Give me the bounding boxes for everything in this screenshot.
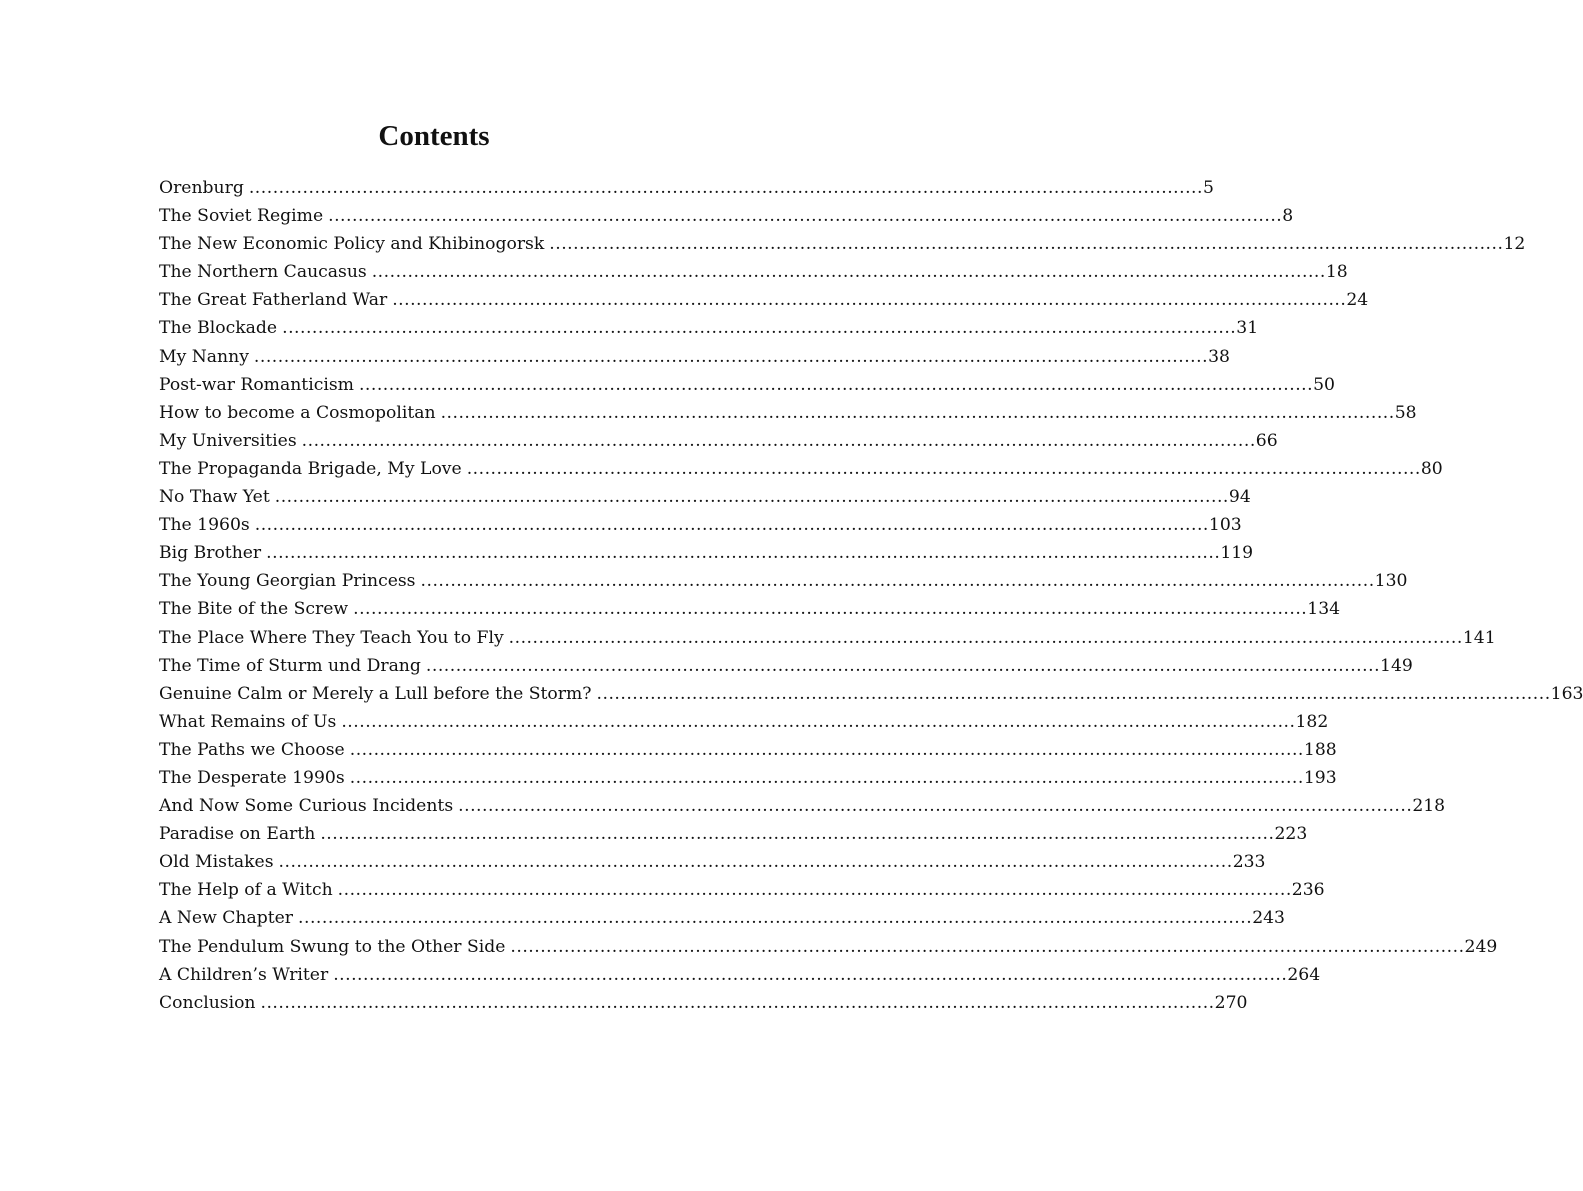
- toc-entry: [159, 483, 1251, 511]
- dot-leader: ................................................................................................................................................................: [596, 683, 1551, 704]
- toc-entry-page: 218: [1412, 796, 1446, 817]
- toc-entry-title: A Children’s Writer: [159, 964, 329, 985]
- dot-leader: ................................................................................................................................................................: [510, 936, 1465, 957]
- dot-leader: ................................................................................................................................................................: [392, 290, 1347, 311]
- toc-entry-title: Orenburg: [159, 178, 244, 198]
- toc-entry-title: The Northern Caucasus: [159, 262, 367, 283]
- toc-entry-page: 38: [1208, 346, 1230, 367]
- toc-entry-title: The Time of Sturm und Drang: [159, 655, 421, 676]
- toc-entry-title: The Paths we Choose: [159, 739, 345, 760]
- toc-entry-page: 188: [1303, 739, 1337, 760]
- toc-entry-page: 243: [1252, 908, 1285, 929]
- toc-entry-title: Genuine Calm or Merely a Lull before the Storm?: [159, 683, 592, 704]
- toc-entry-page: 103: [1208, 515, 1242, 536]
- toc-entry: [159, 455, 1443, 483]
- toc-entry-page: 119: [1220, 543, 1254, 564]
- dot-leader: ................................................................................................................................................................: [260, 992, 1215, 1013]
- toc-entry-page: 50: [1313, 374, 1335, 395]
- toc-entry: [159, 286, 1369, 314]
- page-title: Contents: [378, 120, 490, 152]
- dot-leader: ................................................................................................................................................................: [341, 711, 1296, 732]
- toc-entry: [159, 624, 1496, 652]
- toc-entry-title: The Soviet Regime: [159, 206, 324, 227]
- toc-entry: [159, 904, 1285, 932]
- toc-entry: [159, 961, 1321, 989]
- toc-entry-page: 31: [1236, 318, 1259, 339]
- toc-entry-title: How to become a Cosmopolitan: [159, 402, 436, 423]
- toc-entry-page: 5: [1203, 178, 1214, 198]
- toc-entry-title: Old Mistakes: [159, 852, 274, 873]
- dot-leader: ................................................................................................................................................................: [440, 402, 1395, 423]
- toc-entry-title: My Universities: [159, 430, 297, 451]
- toc-entry-page: 141: [1462, 627, 1496, 648]
- toc-entry-title: The 1960s: [159, 515, 250, 536]
- dot-leader: ................................................................................................................................................................: [425, 655, 1381, 676]
- toc-entry-page: 264: [1287, 964, 1321, 985]
- toc-entry-title: The Blockade: [159, 318, 278, 339]
- toc-entry: [159, 399, 1417, 427]
- toc-entry-title: The Bite of the Screw: [159, 599, 349, 620]
- toc-entry-title: The New Economic Policy and Khibinogorsk: [159, 234, 545, 255]
- toc-entry-page: 66: [1255, 430, 1278, 451]
- toc-entry: [159, 230, 1526, 258]
- dot-leader: ................................................................................................................................................................: [282, 318, 1237, 339]
- toc-entry-page: 223: [1274, 824, 1308, 845]
- toc-entry-page: 236: [1291, 880, 1325, 901]
- dot-leader: ................................................................................................................................................................: [274, 487, 1229, 508]
- toc-entry: [159, 258, 1348, 286]
- dot-leader: ................................................................................................................................................................: [253, 346, 1209, 367]
- toc-entry: [159, 989, 1248, 1017]
- toc-entry: [159, 820, 1308, 848]
- toc-entry-title: The Great Fatherland War: [159, 290, 388, 311]
- dot-leader: ................................................................................................................................................................: [248, 178, 1203, 198]
- toc-entry: [159, 848, 1266, 876]
- dot-leader: ................................................................................................................................................................: [298, 908, 1253, 929]
- dot-leader: ................................................................................................................................................................: [420, 571, 1375, 592]
- toc-entry-page: 270: [1214, 992, 1248, 1013]
- table-of-contents: [159, 174, 1583, 1017]
- toc-entry-page: 182: [1295, 711, 1329, 732]
- toc-entry-title: Post-war Romanticism: [159, 374, 354, 395]
- dot-leader: ................................................................................................................................................................: [549, 234, 1504, 255]
- toc-entry: [159, 736, 1337, 764]
- dot-leader: ................................................................................................................................................................: [349, 767, 1304, 788]
- dot-leader: ................................................................................................................................................................: [337, 880, 1292, 901]
- toc-entry-title: Big Brother: [159, 543, 262, 564]
- toc-entry-title: The Place Where They Teach You to Fly: [159, 627, 504, 648]
- dot-leader: ................................................................................................................................................................: [508, 627, 1463, 648]
- toc-entry: [159, 314, 1259, 342]
- toc-entry-page: 233: [1232, 852, 1266, 873]
- dot-leader: ................................................................................................................................................................: [254, 515, 1209, 536]
- toc-entry: [159, 792, 1446, 820]
- toc-entry-page: 58: [1394, 402, 1417, 423]
- toc-entry: [159, 595, 1341, 623]
- toc-entry-page: 130: [1374, 571, 1408, 592]
- toc-entry-title: No Thaw Yet: [159, 487, 270, 508]
- dot-leader: ................................................................................................................................................................: [278, 852, 1233, 873]
- toc-entry-title: And Now Some Curious Incidents: [159, 796, 454, 817]
- toc-entry-title: My Nanny: [159, 346, 249, 367]
- toc-entry-page: 249: [1464, 936, 1498, 957]
- toc-entry: [159, 567, 1408, 595]
- toc-entry-page: 8: [1282, 206, 1294, 227]
- dot-leader: ................................................................................................................................................................: [371, 262, 1326, 283]
- dot-leader: ................................................................................................................................................................: [320, 824, 1275, 845]
- toc-entry: [159, 202, 1294, 230]
- dot-leader: ................................................................................................................................................................: [358, 374, 1314, 395]
- toc-entry-title: Paradise on Earth: [159, 824, 316, 845]
- toc-entry-title: What Remains of Us: [159, 711, 337, 732]
- toc-entry-page: 163: [1550, 683, 1583, 704]
- toc-entry-title: The Young Georgian Princess: [159, 571, 416, 592]
- toc-entry-title: Conclusion: [159, 992, 256, 1013]
- dot-leader: ................................................................................................................................................................: [328, 206, 1283, 227]
- toc-entry-page: 80: [1420, 458, 1443, 479]
- toc-entry-title: The Propaganda Brigade, My Love: [159, 458, 462, 479]
- toc-entry-page: 193: [1303, 767, 1337, 788]
- toc-entry-page: 24: [1346, 290, 1369, 311]
- toc-entry-title: The Pendulum Swung to the Other Side: [159, 936, 506, 957]
- toc-entry: [159, 933, 1498, 961]
- toc-entry: [159, 539, 1254, 567]
- toc-entry: [159, 174, 1214, 202]
- toc-entry-title: The Help of a Witch: [159, 880, 333, 901]
- toc-entry: [159, 680, 1583, 708]
- dot-leader: ................................................................................................................................................................: [301, 430, 1256, 451]
- toc-entry-page: 12: [1503, 234, 1526, 255]
- toc-entry-page: 18: [1325, 262, 1348, 283]
- toc-entry: [159, 427, 1278, 455]
- dot-leader: ................................................................................................................................................................: [466, 458, 1421, 479]
- toc-entry: [159, 876, 1325, 904]
- toc-entry: [159, 708, 1329, 736]
- dot-leader: ................................................................................................................................................................: [333, 964, 1288, 985]
- toc-entry-title: The Desperate 1990s: [159, 767, 345, 788]
- toc-entry-title: A New Chapter: [159, 908, 294, 929]
- dot-leader: ................................................................................................................................................................: [349, 739, 1304, 760]
- dot-leader: ................................................................................................................................................................: [266, 543, 1221, 564]
- dot-leader: ................................................................................................................................................................: [353, 599, 1308, 620]
- toc-entry: [159, 652, 1413, 680]
- toc-entry: [159, 511, 1242, 539]
- toc-entry: [159, 343, 1230, 371]
- toc-entry-page: 134: [1307, 599, 1341, 620]
- toc-entry: [159, 371, 1335, 399]
- toc-entry-page: 149: [1380, 655, 1413, 676]
- toc-entry-page: 94: [1228, 487, 1251, 508]
- toc-entry: [159, 764, 1337, 792]
- dot-leader: ................................................................................................................................................................: [458, 796, 1413, 817]
